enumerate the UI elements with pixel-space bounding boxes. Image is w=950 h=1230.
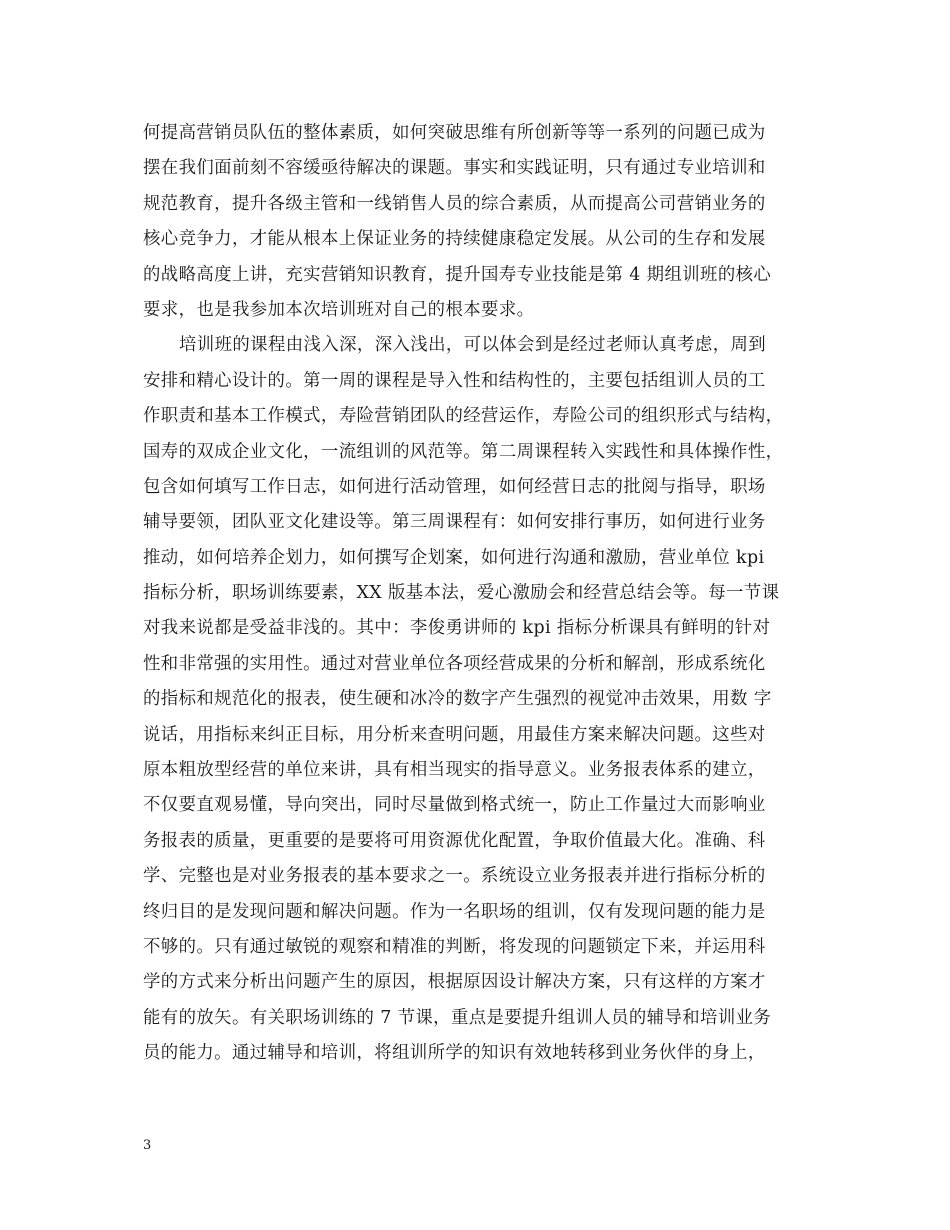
text-line: 辅导要领，团队亚文化建设等。第三周课程有：如何安排行事历，如何进行业务	[143, 512, 766, 533]
text-line: 不仅要直观易懂，导向突出，同时尽量做到格式统一，防止工作量过大而影响业	[143, 795, 766, 816]
text-line: 核心竞争力，才能从根本上保证业务的持续健康稳定发展。从公司的生存和发展	[143, 229, 766, 250]
text-line: 规范教育，提升各级主管和一线销售人员的综合素质，从而提高公司营销业务的	[143, 193, 766, 214]
text-line: 推动，如何培养企划力，如何撰写企划案，如何进行沟通和激励，营业单位 kpi	[143, 547, 765, 568]
text-line: 要求，也是我参加本次培训班对自己的根本要求。	[143, 299, 535, 320]
text-line: 的战略高度上讲，充实营销知识教育，提升国寿专业技能是第 4 期组训班的核心	[143, 264, 772, 285]
text-line: 务报表的质量，更重要的是要将可用资源优化配置，争取价值最大化。准确、科	[143, 830, 766, 851]
text-line: 学的方式来分析出问题产生的原因，根据原因设计解决方案，只有这样的方案才	[143, 972, 766, 993]
text-line: 安排和精心设计的。第一周的课程是导入性和结构性的，主要包括组训人员的工	[143, 370, 766, 391]
text-line: 能有的放矢。有关职场训练的 7 节课，重点是要提升组训人员的辅导和培训业务	[143, 1007, 772, 1028]
text-line: 包含如何填写工作日志，如何进行活动管理，如何经营日志的批阅与指导，职场	[143, 476, 766, 497]
body-text	[143, 116, 823, 1072]
text-line: 学、完整也是对业务报表的基本要求之一。系统设立业务报表并进行指标分析的	[143, 866, 766, 887]
text-line: 终归目的是发现问题和解决问题。作为一名职场的组训，仅有发现问题的能力是	[143, 901, 766, 922]
text-line: 原本粗放型经营的单位来讲，具有相当现实的指导意义。业务报表体系的建立，	[143, 760, 766, 781]
text-line: 性和非常强的实用性。通过对营业单位各项经营成果的分析和解剖，形成系统化	[143, 653, 766, 674]
page-number: 3	[143, 1138, 152, 1153]
text-line: 培训班的课程由浅入深，深入浅出，可以体会到是经过老师认真考虑，周到	[179, 335, 767, 356]
text-line: 的指标和规范化的报表，使生硬和冰冷的数字产生强烈的视觉冲击效果，用数 字	[143, 689, 772, 710]
text-line: 摆在我们面前刻不容缓亟待解决的课题。事实和实践证明，只有通过专业培训和	[143, 158, 766, 179]
text-line: 何提高营销员队伍的整体素质，如何突破思维有所创新等等一系列的问题已成为	[143, 123, 766, 143]
text-line: 指标分析，职场训练要素，XX 版基本法，爱心激励会和经营总结会等。每一节课	[143, 583, 780, 604]
text-line: 对我来说都是受益非浅的。其中：李俊勇讲师的 kpi 指标分析课具有鲜明的针对	[143, 618, 771, 639]
text-line: 作职责和基本工作模式，寿险营销团队的经营运作，寿险公司的组织形式与结构，	[143, 406, 784, 427]
text-line: 说话，用指标来纠正目标，用分析来查明问题，用最佳方案来解决问题。这些对	[143, 724, 766, 745]
text-line: 员的能力。通过辅导和培训，将组训所学的知识有效地转移到业务伙伴的身上，	[143, 1043, 766, 1064]
text-line: 国寿的双成企业文化，一流组训的风范等。第二周课程转入实践性和具体操作性，	[143, 441, 784, 462]
text-line: 不够的。只有通过敏锐的观察和精准的判断，将发现的问题锁定下来，并运用科	[143, 936, 766, 957]
